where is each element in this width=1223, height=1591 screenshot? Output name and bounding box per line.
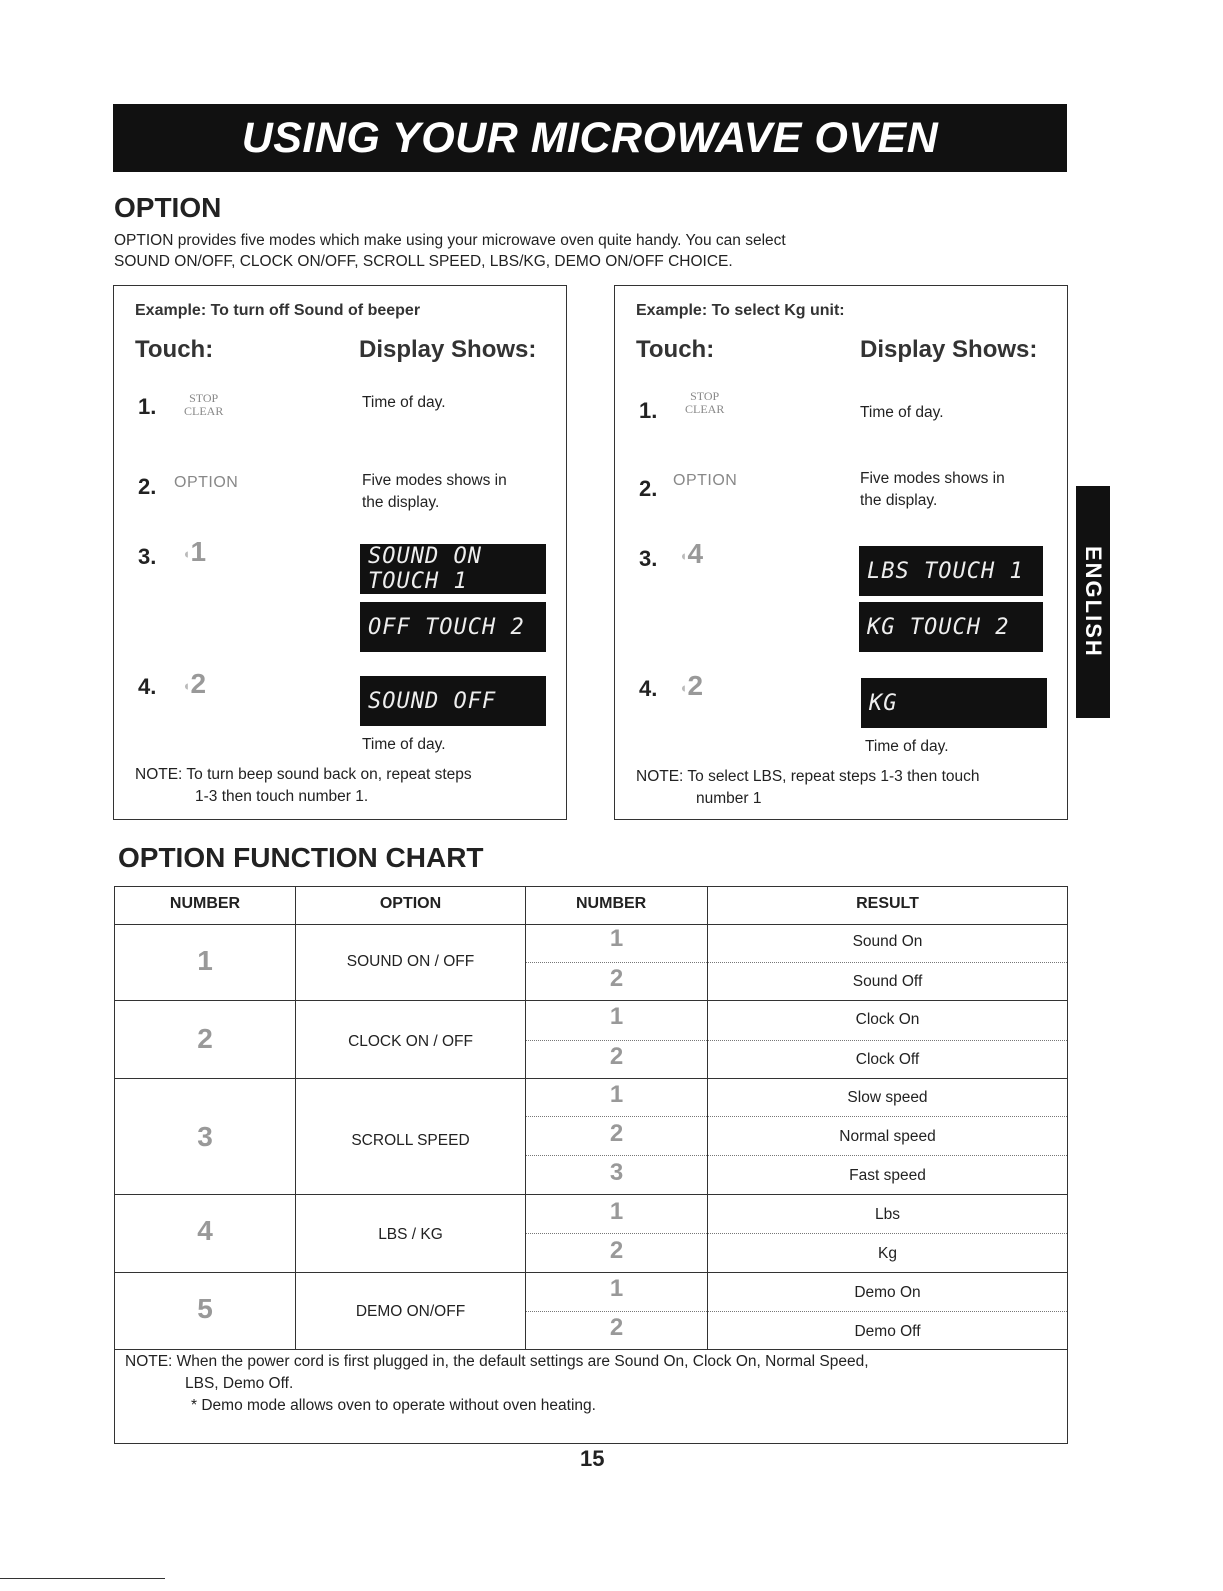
footer-rule (0, 1578, 165, 1579)
choice-number-key: 2 (609, 1120, 624, 1147)
key-label-top: STOP (189, 391, 219, 405)
display-shows-header: Display Shows: (860, 336, 1038, 363)
example-heading: Example: To select Kg unit: (636, 302, 845, 319)
language-tab (1076, 486, 1110, 718)
choice-number-key: 1 (609, 1198, 624, 1225)
result-text: Slow speed (847, 1089, 928, 1106)
choice-number-key: 2 (609, 1314, 624, 1341)
key-digit: 2 (190, 668, 207, 699)
lcd-display: SOUND OFF (360, 676, 546, 726)
option-number-key: 4 (197, 1215, 213, 1246)
choice-number-key: 2 (609, 1043, 624, 1070)
row-divider (115, 1000, 1067, 1001)
banner-title: USING YOUR MICROWAVE OVEN (241, 113, 939, 162)
choice-number-key: 3 (609, 1159, 624, 1186)
desc-line: Five modes shows in (860, 470, 1005, 487)
step-desc: Time of day. (362, 736, 446, 753)
header-option: OPTION (379, 895, 442, 912)
option-name: LBS / KG (378, 1226, 443, 1243)
column-divider (707, 887, 708, 1349)
desc-line: the display. (860, 492, 938, 509)
example-heading: Example: To turn off Sound of beeper (135, 302, 421, 319)
step-number: 3. (138, 544, 157, 569)
header-number-choice: NUMBER (576, 895, 647, 912)
sub-row-divider (526, 1155, 1067, 1156)
number-key-2: ◖2 (679, 670, 704, 701)
intro-line-1: OPTION provides five modes which make using your microwave oven quite handy. You can select (114, 232, 786, 249)
lcd-display: KG TOUCH 2 (859, 602, 1043, 652)
desc-line: the display. (362, 494, 440, 511)
page-number: 15 (580, 1446, 605, 1471)
touch-header: Touch: (135, 336, 214, 363)
option-name: CLOCK ON / OFF (348, 1033, 473, 1050)
step-number: 3. (639, 546, 658, 571)
lcd-display: LBS TOUCH 1 (859, 546, 1043, 596)
result-text: Demo On (854, 1284, 921, 1301)
option-name: DEMO ON/OFF (355, 1303, 466, 1320)
stop-clear-key (685, 390, 724, 416)
step-desc (860, 468, 1005, 512)
row-divider (115, 1194, 1067, 1195)
example-box-kg (614, 285, 1068, 820)
step-number: 4. (138, 674, 157, 699)
step-desc: Time of day. (865, 738, 949, 755)
option-intro (114, 230, 1014, 272)
step-number: 2. (639, 476, 658, 501)
note-line: 1-3 then touch number 1. (195, 788, 369, 805)
sub-row-divider (526, 1040, 1067, 1041)
header-result: RESULT (856, 895, 919, 912)
row-divider (115, 1272, 1067, 1273)
sub-row-divider (526, 962, 1067, 963)
result-text: Lbs (875, 1206, 900, 1223)
choice-number-key: 2 (609, 1237, 624, 1264)
option-number-key: 1 (197, 945, 213, 976)
touch-header: Touch: (636, 336, 715, 363)
option-number-key: 5 (197, 1293, 213, 1324)
note-line: LBS, Demo Off. (185, 1375, 294, 1392)
note-line: * Demo mode allows oven to operate without oven heating. (191, 1397, 596, 1414)
choice-number-key: 1 (609, 1275, 624, 1302)
step-number: 1. (138, 394, 157, 419)
stop-clear-key (184, 392, 223, 418)
option-key: OPTION (673, 472, 738, 489)
key-label-top: STOP (690, 389, 720, 403)
chart-note (125, 1351, 869, 1417)
key-digit: 4 (687, 538, 704, 569)
option-name: SOUND ON / OFF (346, 953, 475, 970)
result-text: Fast speed (849, 1167, 926, 1184)
sub-row-divider (526, 1311, 1067, 1312)
step-desc (362, 470, 507, 514)
option-number-key: 3 (197, 1121, 213, 1152)
example-box-sound (113, 285, 567, 820)
choice-number-key: 1 (609, 1003, 624, 1030)
sub-row-divider (526, 1116, 1067, 1117)
number-key-1: ◖1 (182, 536, 207, 567)
row-divider (115, 1078, 1067, 1079)
note-line: number 1 (696, 790, 762, 807)
step-number: 1. (639, 398, 658, 423)
result-text: Sound Off (852, 973, 923, 990)
display-shows-header: Display Shows: (359, 336, 537, 363)
option-function-table (114, 886, 1068, 1444)
result-text: Clock Off (855, 1051, 920, 1068)
page-banner (113, 104, 1067, 172)
note-line: NOTE: When the power cord is first plugged in, the default settings are Sound On, Clock On, Normal Speed, (125, 1353, 869, 1370)
header-number: NUMBER (169, 895, 241, 912)
key-digit: 1 (190, 536, 207, 567)
result-text: Demo Off (854, 1323, 921, 1340)
step-number: 4. (639, 676, 658, 701)
result-text: Sound On (852, 933, 923, 950)
result-text: Kg (878, 1245, 897, 1262)
desc-line: Five modes shows in (362, 472, 507, 489)
result-text: Normal speed (839, 1128, 936, 1145)
number-key-4: ◖4 (679, 538, 704, 569)
key-digit: 2 (687, 670, 704, 701)
lcd-display: SOUND ON TOUCH 1 (360, 544, 546, 594)
sub-row-divider (526, 1233, 1067, 1234)
key-label-bottom: CLEAR (685, 402, 725, 416)
chart-title: OPTION FUNCTION CHART (118, 842, 484, 873)
note-line: NOTE: To turn beep sound back on, repeat steps (135, 766, 472, 783)
lcd-display: OFF TOUCH 2 (360, 602, 546, 652)
option-name: SCROLL SPEED (351, 1132, 470, 1149)
result-text: Clock On (855, 1011, 920, 1028)
key-label-bottom: CLEAR (184, 404, 224, 418)
choice-number-key: 1 (609, 925, 624, 952)
option-number-key: 2 (197, 1023, 213, 1054)
option-key: OPTION (174, 474, 239, 491)
row-divider (115, 1349, 1067, 1350)
step-number: 2. (138, 474, 157, 499)
number-key-2: ◖2 (182, 668, 207, 699)
step-desc: Time of day. (362, 394, 446, 411)
intro-line-2: SOUND ON/OFF, CLOCK ON/OFF, SCROLL SPEED, LBS/KG, DEMO ON/OFF CHOICE. (114, 253, 733, 270)
note-line: NOTE: To select LBS, repeat steps 1-3 then touch (636, 768, 980, 785)
lcd-display: KG (861, 678, 1047, 728)
section-title-option: OPTION (114, 192, 222, 223)
choice-number-key: 1 (609, 1081, 624, 1108)
language-tab-label: ENGLISH (1081, 546, 1106, 658)
step-desc: Time of day. (860, 404, 944, 421)
choice-number-key: 2 (609, 965, 624, 992)
